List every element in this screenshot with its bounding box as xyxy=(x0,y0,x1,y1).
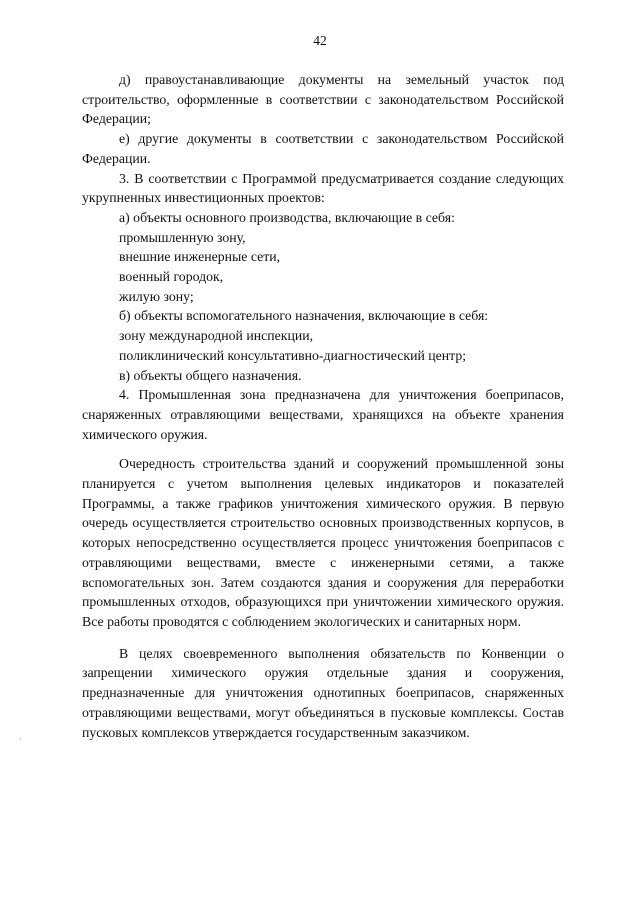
list-item-v: в) объекты общего назначения. xyxy=(119,367,302,383)
paragraph-item-d: д) правоустанавливающие документы на земельный участок под строительство, оформленные в соответствии с законодательством Российской Федерации; xyxy=(82,72,564,127)
paragraph-order: Очередность строительства зданий и сооружений промышленной зоны планируется с учетом выполнения целевых индикаторов и показателей Программы, а также графиков уничтожения химического оружия. В первую очередь осуществляется строительство основных производственных корпусов, в которых непосредственно осуществляется процесс уничтожения боеприпасов с отравляющими веществами, вместе с инженерными сетями, а также вспомогательных зон. Затем создаются здания и сооружения для переработки промышленных отходов, образующихся при уничтожении химического оружия. Все работы проводятся с соблюдением экологических и санитарных норм. xyxy=(82,456,564,629)
scan-speck: · xyxy=(19,735,22,744)
page-number: 42 xyxy=(313,33,327,48)
list-item-clinic: поликлинический консультативно-диагностический центр; xyxy=(119,347,467,363)
list-item-external-networks: внешние инженерные сети, xyxy=(119,249,281,265)
paragraph-convention: В целях своевременного выполнения обязательств по Конвенции о запрещении химического оружия отдельные здания и сооружения, предназначенные для уничтожения однотипных боеприпасов, снаряженных отравляющими веществами, могут объединяться в пусковые комплексы. Состав пусковых комплексов утверждается государственным заказчиком. xyxy=(82,645,564,740)
list-item-industrial-zone: промышленную зону, xyxy=(119,229,246,245)
list-item-military-town: военный городок, xyxy=(119,269,224,285)
paragraph-3: 3. В соответствии с Программой предусматривается создание следующих укрупненных инвестиционных проектов: xyxy=(82,170,564,206)
list-item-a: а) объекты основного производства, включающие в себя: xyxy=(119,209,455,225)
paragraph-item-e: е) другие документы в соответствии с законодательством Российской Федерации. xyxy=(82,131,564,166)
list-item-b: б) объекты вспомогательного назначения, включающие в себя: xyxy=(119,308,489,324)
list-item-residential-zone: жилую зону; xyxy=(119,288,194,304)
document-body xyxy=(82,70,564,742)
list-item-inspection-zone: зону международной инспекции, xyxy=(119,328,314,344)
paragraph-4: 4. Промышленная зона предназначена для уничтожения боеприпасов, снаряженных отравляющими веществами, хранящихся на объекте хранения химического оружия. xyxy=(82,387,564,442)
